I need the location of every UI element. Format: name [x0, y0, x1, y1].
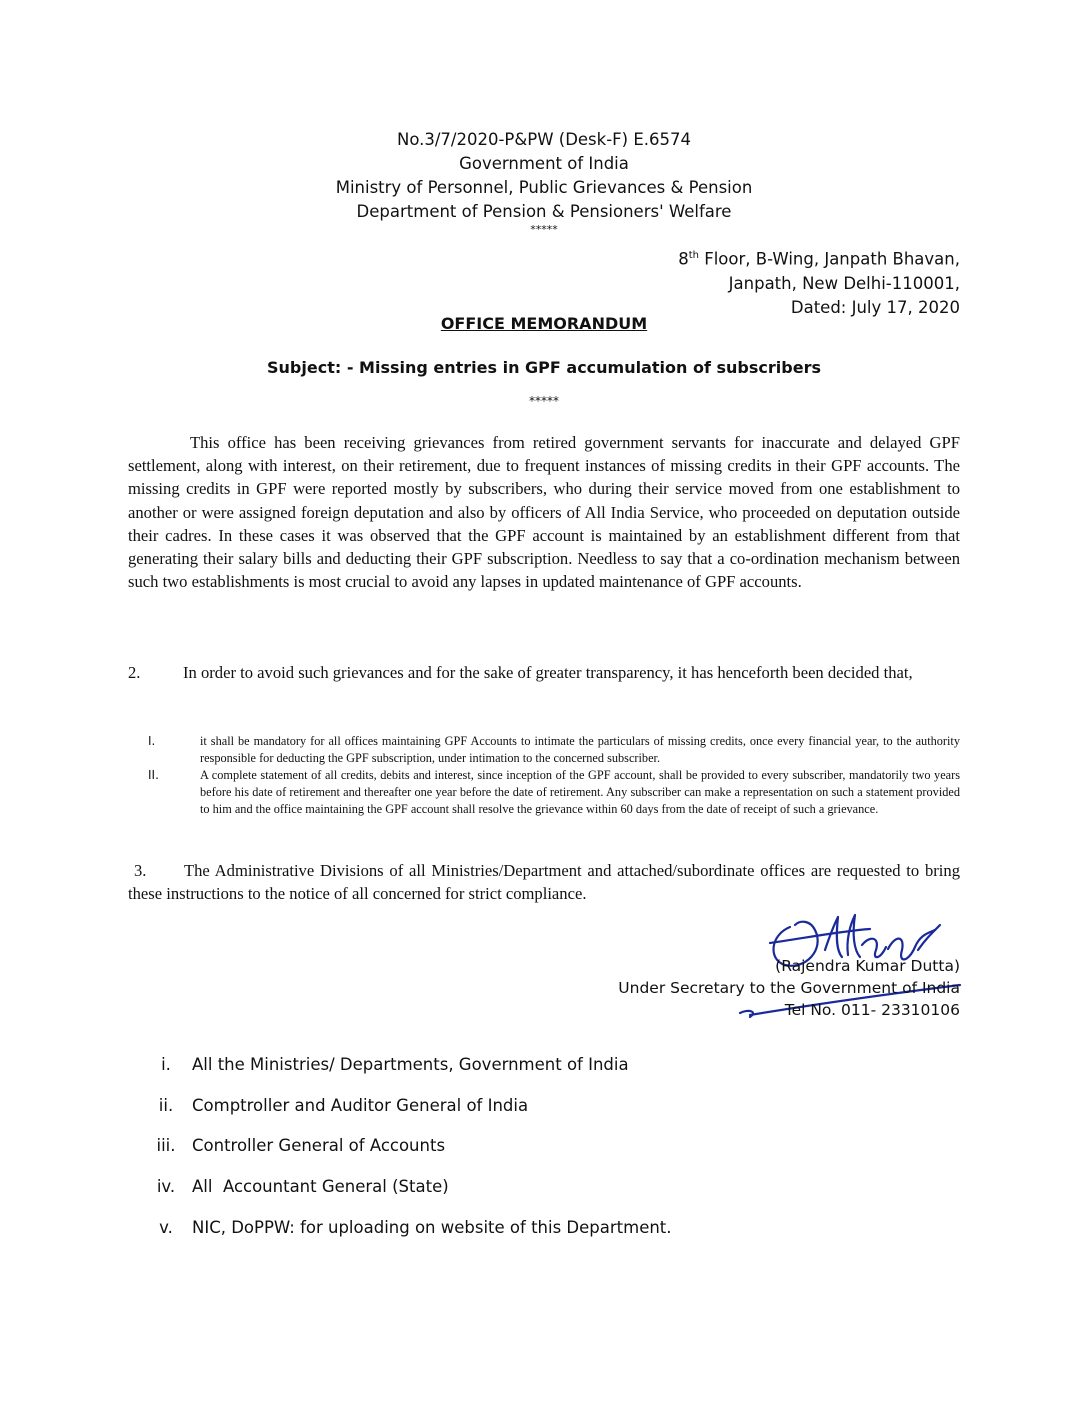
address-line-2: Janpath, New Delhi-110001, — [728, 273, 960, 293]
decision-text: it shall be mandatory for all offices maintaining GPF Accounts to intimate the particulars of missing credits, once every financial year, to the authority responsible for deducting the GPF subscription, under intimation to the concerned subscriber. — [200, 734, 960, 765]
memo-title: OFFICE MEMORANDUM — [440, 314, 648, 333]
office-address — [678, 244, 960, 320]
signatory-telephone: Tel No. 011- 23310106 — [784, 1001, 960, 1019]
paragraph-2 — [128, 661, 960, 684]
decision-list — [140, 733, 960, 818]
distribution-list — [140, 1044, 672, 1248]
distribution-numeral: iv. — [156, 1177, 176, 1197]
department-name: Department of Pension & Pensioners' Welfare — [356, 202, 732, 221]
distribution-text: All the Ministries/ Departments, Government of India — [192, 1054, 629, 1074]
floor-number: 8 — [678, 249, 689, 269]
floor-suffix: th — [688, 250, 699, 261]
memo-date: Dated: July 17, 2020 — [790, 297, 960, 317]
distribution-text: NIC, DoPPW: for uploading on website of this Department. — [192, 1218, 672, 1238]
ministry-name: Ministry of Personnel, Public Grievances & Pension — [335, 178, 753, 197]
decision-item — [140, 733, 960, 767]
distribution-numeral: ii. — [158, 1095, 174, 1115]
signatory-designation: Under Secretary to the Government of India — [618, 979, 960, 997]
paragraph-3 — [128, 859, 960, 905]
paragraph-2-number: 2. — [128, 663, 141, 682]
file-number: No.3/7/2020-P&PW (Desk-F) E.6574 — [396, 130, 691, 149]
distribution-numeral: i. — [161, 1054, 171, 1074]
distribution-item — [140, 1085, 672, 1126]
decision-text: A complete statement of all credits, debits and interest, since inception of the GPF account, shall be provided to every subscriber, mandatorily two years before his date of retirement and thereafter one year before the date of retirement. Any subscriber can make a representation on such a statement provided to him and the office maintaining the GPF account shall resolve the grievance within 60 days from the date of receipt of such a grievance. — [200, 768, 960, 816]
address-line-1-text: Floor, B-Wing, Janpath Bhavan, — [698, 249, 960, 269]
signatory-block — [618, 955, 960, 1021]
signatory-name: (Rajendra Kumar Dutta) — [775, 957, 960, 975]
address-line-1 — [678, 244, 960, 272]
paragraph-3-text: The Administrative Divisions of all Ministries/Department and attached/subordinate offices are requested to bring these instructions to the notice of all concerned for strict compliance. — [128, 861, 960, 904]
header-separator: ***** — [530, 223, 558, 236]
paragraph-3-number: 3. — [134, 861, 147, 880]
distribution-item — [140, 1166, 672, 1207]
decision-numeral: II. — [148, 768, 159, 782]
distribution-numeral: iii. — [156, 1136, 176, 1156]
decision-item — [140, 767, 960, 818]
distribution-text: All Accountant General (State) — [192, 1177, 449, 1197]
distribution-text: Comptroller and Auditor General of India — [192, 1095, 529, 1115]
decision-numeral: I. — [148, 734, 156, 748]
distribution-numeral: v. — [159, 1218, 173, 1238]
government-name: Government of India — [459, 154, 629, 173]
paragraph-2-text: In order to avoid such grievances and for the sake of greater transparency, it has henceforth been decided that, — [183, 663, 913, 682]
subject-separator: ***** — [529, 394, 559, 408]
distribution-item — [140, 1207, 672, 1248]
distribution-item — [140, 1126, 672, 1167]
distribution-item — [140, 1044, 672, 1085]
paragraph-1: This office has been receiving grievances from retired government servants for inaccurate and delayed GPF settlement, along with interest, on their retirement, due to frequent instances of missing credits in their GPF accounts. The missing credits in GPF were reported mostly by subscribers, who during their service moved from one establishment to another or were assigned foreign deputation and also by officers of All India Service, who proceeded on deputation outside their cadres. In these cases it was observed that the GPF account is maintained by an establishment different from that generating their salary bills and deducting their GPF subscription. Needless to say that a co-ordination mechanism between such two establishments is most crucial to avoid any lapses in updated maintenance of GPF accounts. — [128, 433, 960, 592]
distribution-text: Controller General of Accounts — [192, 1136, 446, 1156]
document-header — [0, 128, 1088, 236]
memo-subject: Subject: - Missing entries in GPF accumulation of subscribers — [267, 358, 821, 377]
